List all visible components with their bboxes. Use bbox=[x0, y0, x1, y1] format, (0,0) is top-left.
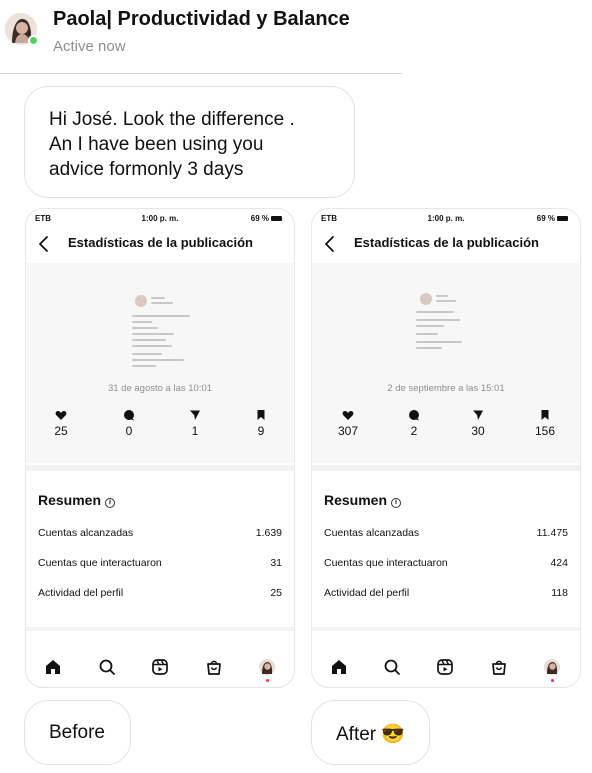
post-text-line bbox=[132, 359, 184, 361]
heart-icon bbox=[55, 409, 67, 421]
heart-icon bbox=[342, 409, 354, 421]
post-text-line bbox=[416, 325, 444, 327]
comments-count: 0 bbox=[125, 424, 133, 438]
shop-icon[interactable] bbox=[205, 658, 223, 676]
battery-label: 69 % bbox=[250, 214, 269, 223]
metric-likes bbox=[328, 409, 368, 438]
stat-value: 25 bbox=[270, 587, 282, 599]
metric-shares bbox=[175, 409, 215, 438]
post-text-line bbox=[416, 319, 460, 321]
stat-row-engaged[interactable] bbox=[324, 557, 568, 571]
post-text-line bbox=[132, 365, 156, 367]
reels-icon[interactable] bbox=[151, 658, 169, 676]
chevron-left-icon[interactable] bbox=[322, 235, 338, 253]
stat-label: Cuentas alcanzadas bbox=[38, 527, 134, 539]
saves-count: 9 bbox=[257, 424, 265, 438]
stat-row-profile-activity[interactable] bbox=[38, 587, 282, 601]
post-author-line bbox=[436, 295, 448, 297]
post-text-line bbox=[416, 333, 438, 335]
stat-label: Cuentas alcanzadas bbox=[324, 527, 420, 539]
send-icon bbox=[189, 409, 201, 421]
stat-value: 11.475 bbox=[536, 527, 568, 539]
post-text-line bbox=[132, 333, 174, 335]
battery-indicator bbox=[537, 214, 568, 223]
reels-icon[interactable] bbox=[436, 658, 454, 676]
profile-notification-dot bbox=[266, 679, 269, 682]
contact-avatar[interactable] bbox=[5, 13, 37, 45]
info-icon[interactable]: i bbox=[391, 498, 401, 508]
profile-notification-dot bbox=[551, 679, 554, 682]
contact-status: Active now bbox=[53, 38, 126, 55]
metric-saves bbox=[241, 409, 281, 438]
stat-row-engaged[interactable] bbox=[38, 557, 282, 571]
stat-label: Actividad del perfil bbox=[38, 587, 124, 599]
metric-comments bbox=[109, 409, 149, 438]
likes-count: 25 bbox=[54, 424, 68, 438]
screenshot-after[interactable] bbox=[311, 208, 581, 688]
search-icon[interactable] bbox=[383, 658, 401, 676]
section-divider bbox=[26, 465, 294, 471]
metric-likes bbox=[41, 409, 81, 438]
send-icon bbox=[472, 409, 484, 421]
caption-after-bubble[interactable] bbox=[311, 700, 430, 765]
time-label: 1:00 p. m. bbox=[141, 214, 179, 223]
post-author-line bbox=[151, 302, 173, 304]
stats-nav-bar bbox=[312, 227, 580, 263]
stat-value: 118 bbox=[551, 587, 568, 599]
caption-before-text: Before bbox=[49, 722, 105, 743]
saves-count: 156 bbox=[534, 424, 556, 438]
comment-icon bbox=[408, 409, 420, 421]
post-text-line bbox=[416, 347, 442, 349]
comment-icon bbox=[123, 409, 135, 421]
post-text-line bbox=[132, 353, 162, 355]
carrier-label: ETB bbox=[321, 214, 337, 223]
post-text-line bbox=[132, 315, 190, 317]
message-bubble[interactable] bbox=[24, 86, 355, 198]
profile-avatar[interactable] bbox=[258, 658, 276, 676]
section-divider bbox=[312, 627, 580, 631]
post-date: 2 de septiembre a las 15:01 bbox=[387, 383, 505, 394]
stat-value: 1.639 bbox=[255, 527, 282, 539]
caption-after-text: After 😎 bbox=[336, 724, 406, 745]
profile-avatar[interactable] bbox=[543, 658, 561, 676]
page-title: Estadísticas de la publicación bbox=[354, 235, 539, 250]
post-text-line bbox=[416, 311, 454, 313]
stats-nav-bar bbox=[26, 227, 294, 263]
stat-label: Cuentas que interactuaron bbox=[324, 557, 448, 569]
contact-name[interactable]: Paola| Productividad y Balance bbox=[53, 8, 350, 30]
post-author-avatar bbox=[420, 293, 432, 305]
bottom-tab-bar bbox=[312, 655, 580, 681]
section-divider bbox=[26, 627, 294, 631]
status-bar bbox=[312, 209, 580, 227]
post-text-line bbox=[132, 339, 166, 341]
metrics-row bbox=[312, 409, 580, 459]
post-date: 31 de agosto a las 10:01 bbox=[107, 383, 213, 394]
online-indicator bbox=[28, 35, 39, 46]
home-icon[interactable] bbox=[44, 658, 62, 676]
battery-icon bbox=[557, 216, 568, 221]
shop-icon[interactable] bbox=[490, 658, 508, 676]
post-author-line bbox=[151, 297, 165, 299]
stat-value: 31 bbox=[270, 557, 282, 569]
shares-count: 30 bbox=[471, 424, 485, 438]
stat-label: Actividad del perfil bbox=[324, 587, 410, 599]
metrics-row bbox=[26, 409, 294, 459]
post-author-avatar bbox=[135, 295, 147, 307]
comments-count: 2 bbox=[410, 424, 418, 438]
post-author-line bbox=[436, 300, 456, 302]
stat-row-profile-activity[interactable] bbox=[324, 587, 568, 601]
battery-indicator bbox=[251, 214, 282, 223]
chevron-left-icon[interactable] bbox=[36, 235, 52, 253]
metric-comments bbox=[394, 409, 434, 438]
bottom-tab-bar bbox=[26, 655, 294, 681]
post-text-line bbox=[416, 341, 462, 343]
section-divider bbox=[312, 465, 580, 471]
info-icon[interactable]: i bbox=[105, 498, 115, 508]
metric-shares bbox=[458, 409, 498, 438]
summary-heading bbox=[324, 492, 401, 508]
time-label: 1:00 p. m. bbox=[427, 214, 465, 223]
bookmark-icon bbox=[539, 409, 551, 421]
post-text-line bbox=[132, 345, 172, 347]
shares-count: 1 bbox=[191, 424, 199, 438]
post-text-line bbox=[132, 321, 152, 323]
likes-count: 307 bbox=[337, 424, 359, 438]
page-title: Estadísticas de la publicación bbox=[68, 235, 253, 250]
stat-row-reached[interactable] bbox=[38, 527, 282, 541]
carrier-label: ETB bbox=[35, 214, 51, 223]
battery-icon bbox=[271, 216, 282, 221]
search-icon[interactable] bbox=[98, 658, 116, 676]
battery-label: 69 % bbox=[536, 214, 555, 223]
stat-row-reached[interactable] bbox=[324, 527, 568, 541]
message-text: Hi José. Look the difference . An I have been using you advice formonly 3 days bbox=[49, 109, 295, 180]
home-icon[interactable] bbox=[330, 658, 348, 676]
status-bar bbox=[26, 209, 294, 227]
chat-header bbox=[0, 0, 402, 74]
summary-title: Resumen bbox=[38, 492, 102, 508]
stat-value: 424 bbox=[550, 557, 568, 569]
bookmark-icon bbox=[255, 409, 267, 421]
post-text-line bbox=[132, 327, 158, 329]
summary-heading bbox=[38, 492, 115, 508]
screenshot-before[interactable] bbox=[25, 208, 295, 688]
metric-saves bbox=[525, 409, 565, 438]
summary-title: Resumen bbox=[324, 492, 388, 508]
stat-label: Cuentas que interactuaron bbox=[38, 557, 162, 569]
caption-before-bubble[interactable] bbox=[24, 700, 131, 765]
